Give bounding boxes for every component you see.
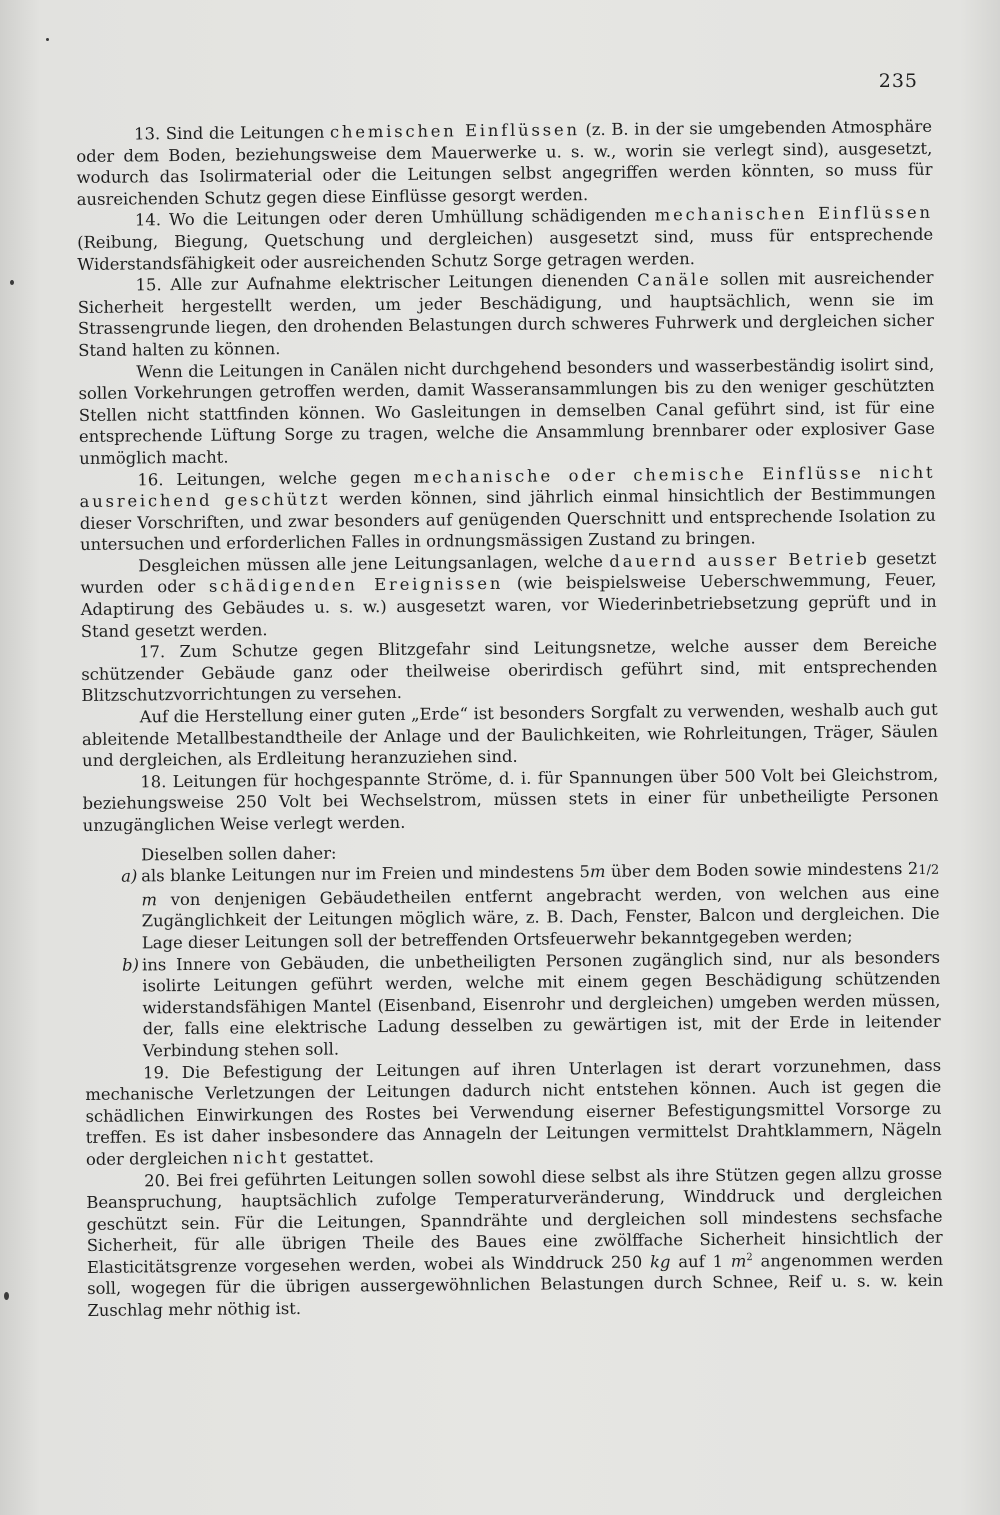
section-18-list [83, 858, 941, 1063]
text-run: angenommen werden soll, wogegen für die übrigen aussergewöhnlichen Belastungen durch Schnee, Reif u. s. w. kein Zuschlag mehr nöthig ist. [87, 1249, 944, 1321]
text-run: über dem Boden sowie mindestens 2 [610, 859, 919, 882]
text-run: werden können, sind jährlich einmal hinsichtlich der Bestimmungen dieser Vorschriften, und zwar besonders auf genügenden Querschnitt und entsprechende Isolation zu untersuchen und erforderlichen Falles in ordnungsmässigen Zustand zu bringen. [79, 483, 936, 555]
section-18: 18. Leitungen für hochgespannte Ströme, d. i. für Spannungen über 500 Volt bei Gleichstrom, beziehungsweise 250 Volt bei Wechselstrom, müssen stets in einer für unbetheiligte Personen unzugänglichen Weise verlegt werden. [82, 764, 939, 835]
superscript-text: 2 [746, 1251, 753, 1264]
document-body [76, 116, 943, 1322]
section-15 [77, 267, 934, 362]
text-run: 20. Bei frei geführten Leitungen sollen sowohl diese selbst als ihre Stützen gegen allzu grosse Beanspruchung, hauptsächlich zufolge Temperaturveränderung, Winddruck und dergleichen geschützt sein. Für die Leitungen, Spanndrähte und dergleichen soll mindestens sechsfache Sicherheit, für alle übrigen Theile des Baues eine zwölffache Sicherheit hinsichtlich der Elasticitätsgrenze vorgesehen werden, wobei als Winddruck 250 [86, 1163, 943, 1277]
section-14 [77, 202, 934, 275]
text-run: auf 1 [678, 1251, 724, 1272]
text-run: 14. Wo die Leitungen oder deren Umhüllung schädigenden [134, 205, 647, 230]
paper-speck [4, 1292, 9, 1300]
text-run: (Reibung, Biegung, Quetschung und dergleichen) ausgesetzt sind, muss für entsprechende Widerstandsfähigkeit oder ausreichenden Schutz Sorge getragen werden. [77, 224, 934, 274]
section-16 [79, 461, 936, 556]
section-13 [76, 116, 933, 211]
section-20 [86, 1162, 943, 1321]
emphasized-text: mechanischen Einflüssen [654, 203, 933, 225]
unit-text: kg [649, 1252, 671, 1272]
unit-text: m [589, 862, 606, 882]
text-run: gesetzt wurden oder [80, 548, 937, 598]
emphasized-text: schädigenden Ereignissen [208, 574, 504, 597]
section-15-paragraph-2: Wenn die Leitungen in Canälen nicht durchgehend besonders und wasserbeständig isolirt sind, sollen Vorkehrungen getroffen werden, damit Wasseransammlungen bis zu den weniger geschützten Stellen nicht stattfinden können. Wo Gasleitungen in demselben Canal geführt sind, ist für eine entsprechende Lüftung Sorge zu tragen, welche die Ansammlung brennbarer oder explosiver Gase unmöglich macht. [78, 354, 936, 468]
unit-text: m [141, 890, 158, 910]
emphasized-text: Canäle [637, 270, 712, 290]
text-run: 15. Alle zur Aufnahme elektrischer Leitungen dienenden [135, 270, 629, 295]
text-run: (z. B. in der sie umgebenden Atmosphäre oder dem Boden, beziehungsweise dem Mauerwerke u. s. w., worin sie verlegt sind), ausgesetzt, wodurch das Isolirmaterial oder die Leitungen selbst angegriffen werden könnten, so muss für ausreichenden Schutz gegen diese Einflüsse gesorgt werden. [76, 116, 933, 209]
text-run: 19. Die Befestigung der Leitungen auf ihren Unterlagen ist derart vorzunehmen, dass mechanische Verletzungen der Leitungen dadurch nicht entstehen können. Auch ist gegen die schädlichen Einwirkungen des Rostes bei Verwendung eiserner Befestigungsmittel Vorsorge zu treffen. Es ist daher insbesondere das Annageln der Leitungen vermittelst Drahtklammern, Nägeln oder dergleichen [85, 1055, 942, 1169]
text-run: als blanke Leitungen nur im Freien und mindestens 5 [141, 862, 590, 886]
text-run: von denjenigen Gebäudetheilen entfernt angebracht werden, von welchen aus eine Zugänglichkeit der Leitungen möglich wäre, z. B. Dach, Fenster, Balcon und dergleichen. Die Lage dieser Leitungen soll der betreffenden Ortsfeuerwehr bekanntgegeben werden; [141, 882, 940, 953]
text-run: Desgleichen müssen alle jene Leitungsanlagen, welche [138, 551, 603, 576]
fraction-text: 1/2 [918, 862, 940, 879]
emphasized-text: dauernd ausser Betrieb [609, 549, 870, 571]
section-17: 17. Zum Schutze gegen Blitzgefahr sind Leitungsnetze, welche ausser dem Bereiche schützender Gebäude ganz oder theilweise oberirdisch geführt sind, mit entsprechenden Blitzschutzvorrichtungen zu versehen. [81, 635, 938, 706]
section-18-list-intro: Dieselben sollen daher: [140, 843, 337, 865]
section-17-paragraph-2: Auf die Herstellung einer guten „Erde“ ist besonders Sorgfalt zu verwenden, weshalb auch gut ableitende Metallbestandtheile der Anlage und der Baulichkeiten, wie Rohrleitungen, Träger, Säulen und dergleichen, als Erdleitung heranzuziehen sind. [81, 699, 938, 771]
emphasized-text: mechanische oder chemische Einflüsse nicht ausreichend geschützt [79, 462, 936, 512]
text-run: (wie beispielsweise Ueberschwemmung, Feuer, Adaptirung des Gebäudes u. s. w.) ausgesetzt waren, vor Wiederinbetriebsetzung geprüft und in Stand gesetzt werden. [80, 570, 937, 641]
list-item-a [83, 858, 940, 955]
section-16-paragraph-2 [80, 548, 937, 643]
text-run: sollen mit ausreichender Sicherheit hergestellt werden, um jeder Beschädigung, und hauptsächlich, wenn sie im Strassengrunde liegen, den drohenden Belastungen durch schweres Fuhrwerk und dergleichen sicher Stand halten zu können. [77, 267, 935, 360]
text-run: ins Innere von Gebäuden, die unbetheiligten Personen zugänglich sind, nur als besonders isolirte Leitungen geführt werden, welche mit einem gegen Beschädigung schützenden widerstandsfähigen Mantel (Eisenband, Eisenrohr und dergleichen) umgeben werden müssen, der, falls eine elektrische Ladung desselben zu gewärtigen ist, mit der Erde in leitender Verbindung stehen soll. [141, 947, 941, 1061]
text-run: gestattet. [294, 1147, 375, 1167]
paper-speck [46, 38, 49, 41]
unit-text: m [730, 1251, 747, 1271]
list-marker-b: b) [121, 954, 140, 975]
emphasized-text: nicht [232, 1147, 290, 1168]
text-run: 13. Sind die Leitungen [134, 122, 325, 144]
list-item-b [84, 946, 941, 1062]
paper-speck [10, 280, 14, 285]
section-19 [85, 1054, 942, 1170]
text-run: 16. Leitungen, welche gegen [137, 467, 401, 489]
page-number: 235 [878, 70, 918, 92]
list-marker-a: a) [121, 866, 138, 886]
emphasized-text: chemischen Einflüssen [329, 120, 580, 142]
